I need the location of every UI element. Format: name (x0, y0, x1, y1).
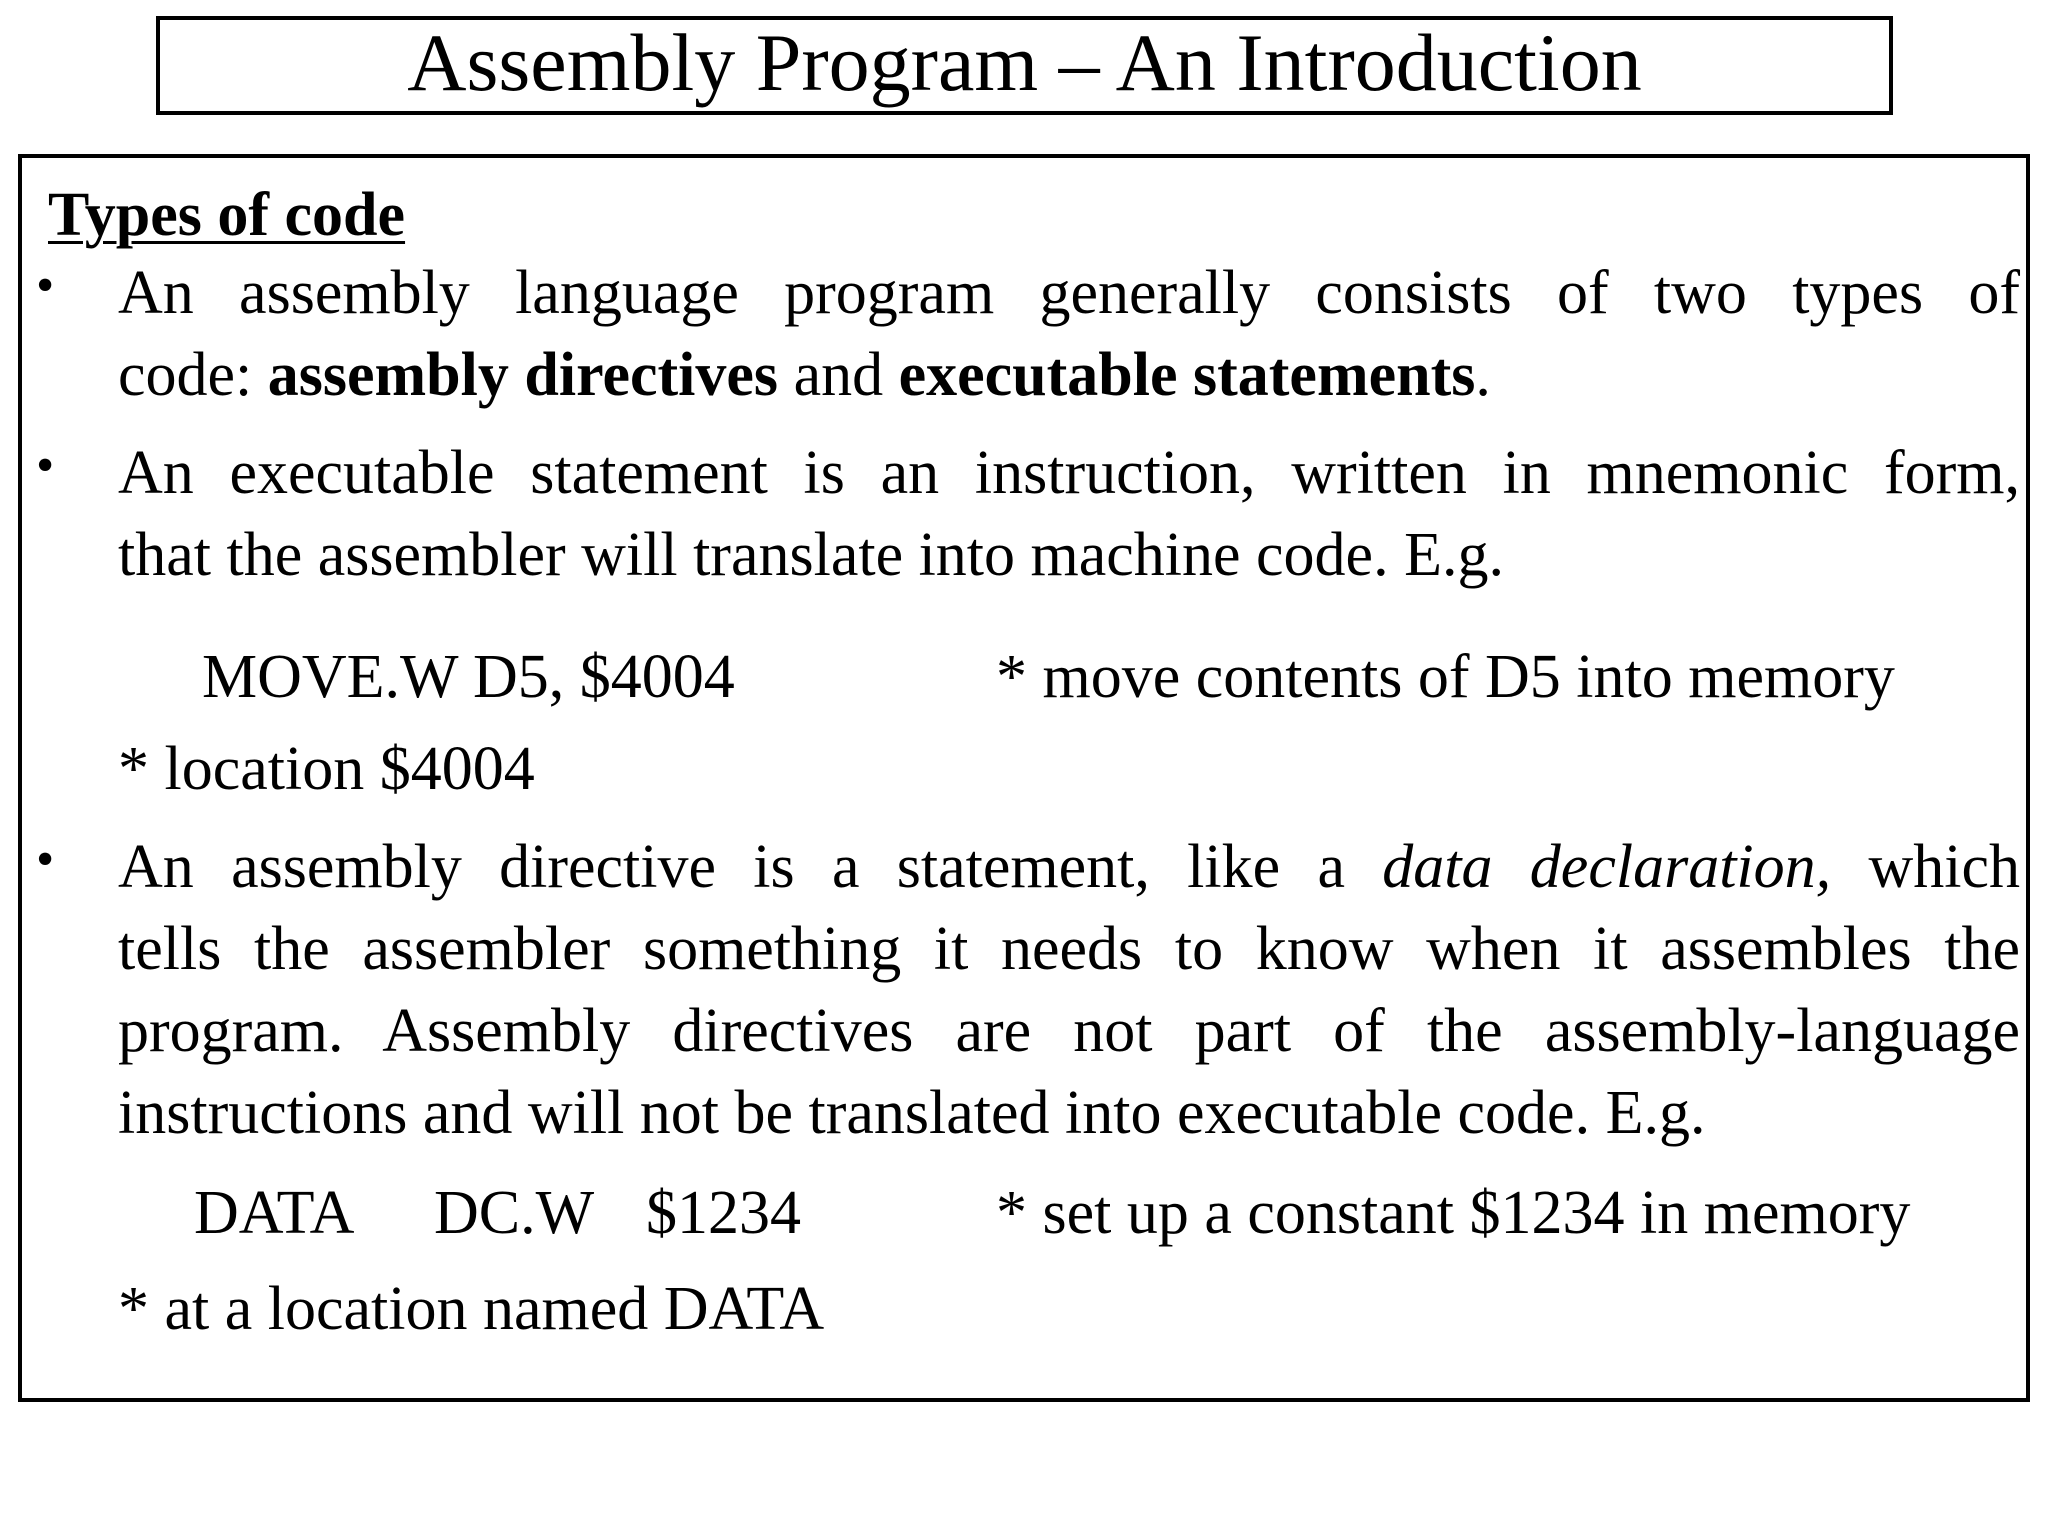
code-move-instruction: MOVE.W D5, $4004 (202, 643, 735, 711)
title-box (156, 16, 1893, 115)
bullet-2-text (118, 432, 2020, 596)
bullet-2-line-2: that the assembler will translate into machine code. E.g. (118, 521, 1504, 589)
bullet-marker-2: • (36, 437, 55, 494)
bullet-3-prefix: An assembly directive is a statement, like a (118, 833, 1383, 901)
bullet-2-line-1: An executable statement is an instruction, written in mnemonic form, (118, 439, 2020, 507)
code-move-comment: * move contents of D5 into memory (996, 643, 1895, 711)
code-dc-op: DC.W (434, 1179, 595, 1247)
bullet-3-line-4: instructions and will not be translated into executable code. E.g. (118, 1079, 1706, 1147)
bullet-3-suffix: which (1831, 833, 2020, 901)
term-data-declaration: data declaration, (1382, 833, 1832, 901)
code-move-comment-cont: * location $4004 (118, 735, 535, 803)
code-dc-comment: * set up a constant $1234 in memory (996, 1179, 1911, 1247)
bullet-marker-3: • (36, 831, 55, 888)
section-heading: Types of code (48, 181, 406, 249)
bullet-1-mid: and (778, 341, 899, 409)
content-box (18, 154, 2030, 1402)
term-assembly-directives: assembly directives (267, 341, 779, 409)
bullet-3-line-3: program. Assembly directives are not part of the assembly-language (118, 997, 2020, 1065)
code-dc-value: $1234 (646, 1179, 801, 1247)
bullet-1-text (118, 252, 2020, 416)
code-dc-comment-cont: * at a location named DATA (118, 1275, 825, 1343)
code-dc-label: DATA (194, 1179, 355, 1247)
bullet-3-line-2: tells the assembler something it needs to know when it assembles the (118, 915, 2020, 983)
bullet-marker-1: • (36, 257, 55, 314)
bullet-1-line-1: An assembly language program generally consists of two types of (118, 259, 2020, 327)
bullet-1-suffix: . (1475, 341, 1491, 409)
bullet-1-prefix: code: (118, 341, 268, 409)
bullet-3-line-1 (118, 826, 2020, 908)
bullet-1-line-2 (118, 334, 2020, 416)
bullet-3-text (118, 826, 2020, 1154)
slide-title: Assembly Program – An Introduction (407, 16, 1642, 108)
term-executable-statements: executable statements (898, 341, 1476, 409)
